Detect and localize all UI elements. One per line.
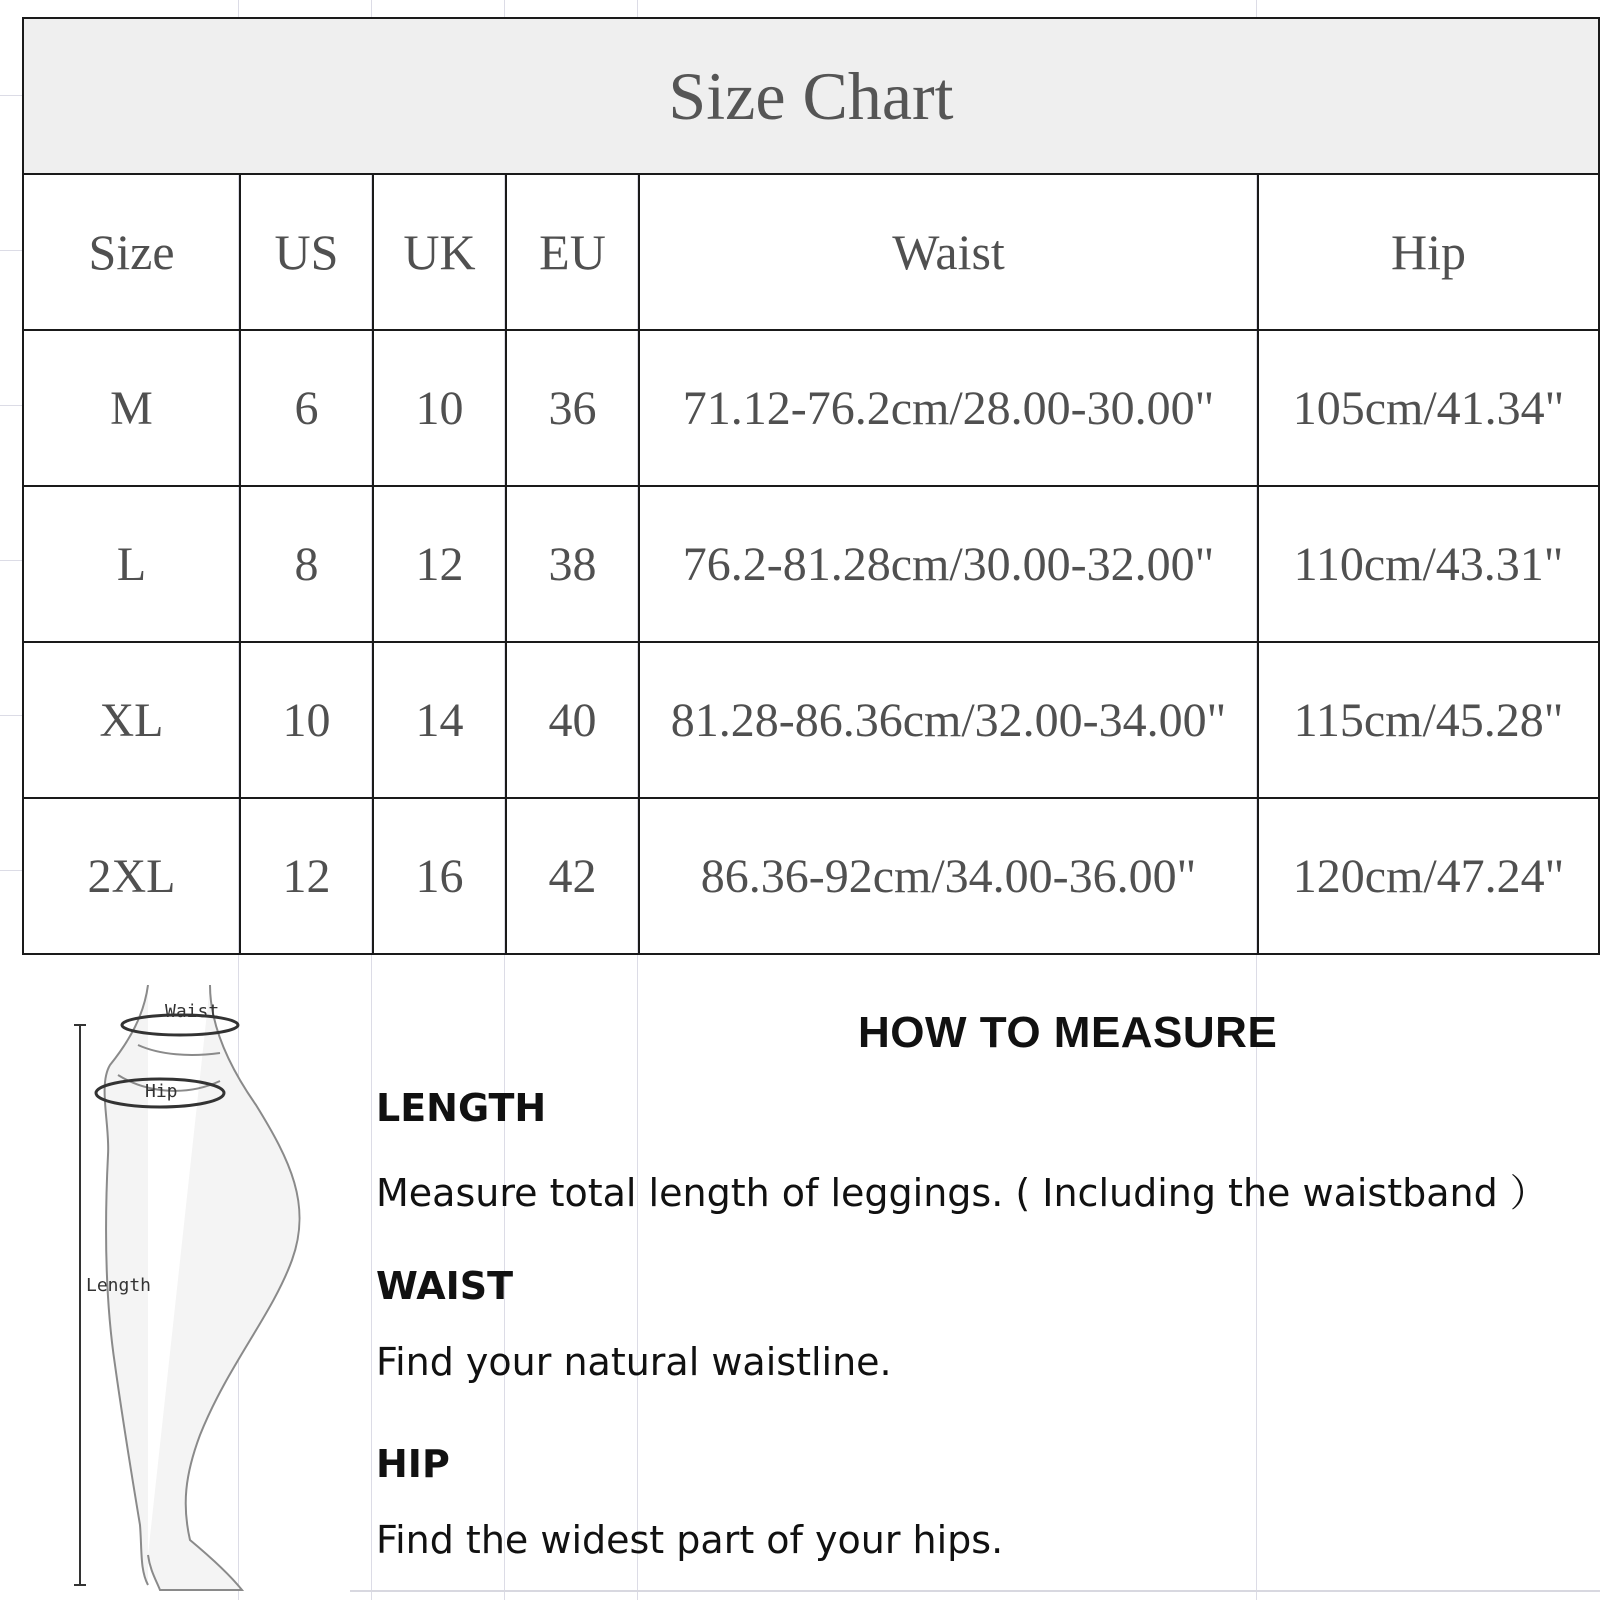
cell-waist: 71.12-76.2cm/28.00-30.00": [639, 330, 1258, 486]
cell-hip: 115cm/45.28": [1258, 642, 1599, 798]
chart-title: Size Chart: [23, 18, 1599, 174]
cell-us: 8: [240, 486, 373, 642]
table-row: [23, 330, 1599, 486]
header-uk: UK: [373, 174, 506, 330]
cell-uk: 12: [373, 486, 506, 642]
cell-hip: 120cm/47.24": [1258, 798, 1599, 954]
cell-waist: 86.36-92cm/34.00-36.00": [639, 798, 1258, 954]
cell-eu: 36: [506, 330, 639, 486]
grid-line: [0, 870, 22, 871]
cell-uk: 14: [373, 642, 506, 798]
cell-size: XL: [23, 642, 240, 798]
header-hip: Hip: [1258, 174, 1599, 330]
cell-uk: 10: [373, 330, 506, 486]
length-heading: LENGTH: [376, 1086, 547, 1130]
grid-line: [0, 95, 22, 96]
cell-eu: 38: [506, 486, 639, 642]
grid-line: [0, 405, 22, 406]
cell-eu: 42: [506, 798, 639, 954]
divider: [350, 1590, 1600, 1592]
hip-text: Find the widest part of your hips.: [376, 1518, 1004, 1562]
cell-us: 6: [240, 330, 373, 486]
leg-front-outline: [148, 985, 300, 1590]
length-text: Measure total length of leggings. ( Including the waistband ）: [376, 1171, 1548, 1215]
header-waist: Waist: [639, 174, 1258, 330]
waist-text: Find your natural waistline.: [376, 1340, 892, 1384]
grid-line: [0, 250, 22, 251]
cell-hip: 105cm/41.34": [1258, 330, 1599, 486]
waist-label: Waist: [165, 1001, 220, 1022]
cell-hip: 110cm/43.31": [1258, 486, 1599, 642]
cell-us: 10: [240, 642, 373, 798]
cell-waist: 76.2-81.28cm/30.00-32.00": [639, 486, 1258, 642]
waist-heading: WAIST: [376, 1264, 514, 1308]
grid-line: [0, 715, 22, 716]
hip-label: Hip: [145, 1081, 178, 1102]
cell-size: 2XL: [23, 798, 240, 954]
table-row: [23, 642, 1599, 798]
cell-size: L: [23, 486, 240, 642]
length-label: Length: [86, 1275, 152, 1296]
measure-title: HOW TO MEASURE: [858, 1008, 1278, 1057]
hip-heading: HIP: [376, 1442, 450, 1486]
cell-size: M: [23, 330, 240, 486]
leggings-illustration: [60, 985, 340, 1595]
cell-eu: 40: [506, 642, 639, 798]
header-eu: EU: [506, 174, 639, 330]
cell-uk: 16: [373, 798, 506, 954]
header-size: Size: [23, 174, 240, 330]
title-row: [23, 18, 1599, 174]
cell-us: 12: [240, 798, 373, 954]
grid-line: [0, 560, 22, 561]
cell-waist: 81.28-86.36cm/32.00-34.00": [639, 642, 1258, 798]
header-row: [23, 174, 1599, 330]
header-us: US: [240, 174, 373, 330]
size-chart-table: [22, 17, 1600, 955]
table-row: [23, 798, 1599, 954]
table-row: [23, 486, 1599, 642]
